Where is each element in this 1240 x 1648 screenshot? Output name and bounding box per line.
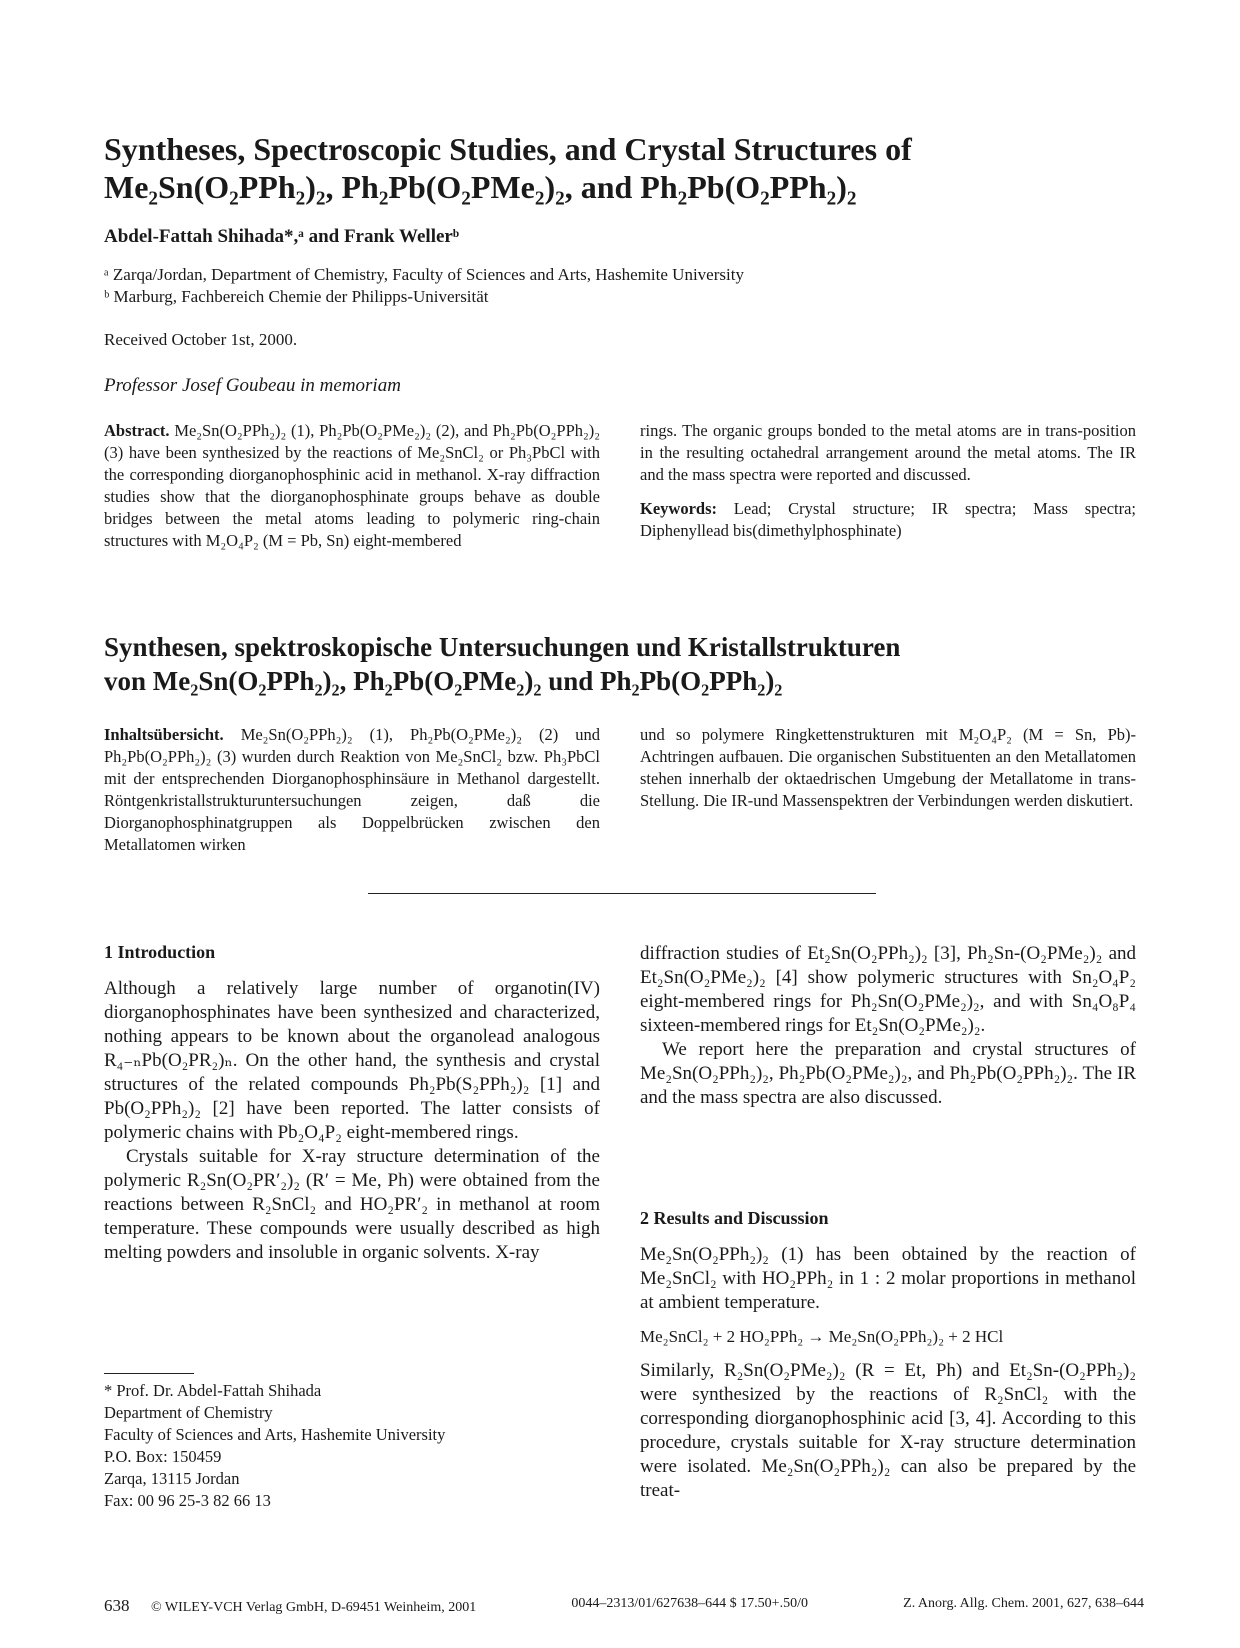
affiliation-b: ᵇ Marburg, Fachbereich Chemie der Philipps-Universität bbox=[104, 287, 489, 306]
inhalt-text-right: und so polymere Ringkettenstrukturen mit M₂O₄P₂ (M = Sn, Pb)-Achtringen aufbauen. Die organischen Substituenten an den Metallatomen stehen innerhalb der oktaedrischen Umgebung der Metallatome in trans-Stellung. Die IR-und Massenspektren der Verbindungen werden diskutiert. bbox=[640, 725, 1136, 810]
footnote-line: Department of Chemistry bbox=[104, 1403, 273, 1422]
footnote-line: Zarqa, 13115 Jordan bbox=[104, 1469, 240, 1488]
keywords-text: Lead; Crystal structure; IR spectra; Mass spectra; Diphenyllead bis(dimethylphosphinate) bbox=[640, 499, 1137, 540]
section2-paragraph-2: Similarly, R₂Sn(O₂PMe₂)₂ (R = Et, Ph) and Et₂Sn-(O₂PPh₂)₂ were synthesized by the reactions of R₂SnCl₂ with the corresponding diorganophosphinic acid [3, 4]. According to this procedure, crystals suitable for X-ray structure determination were isolated. Me₂Sn(O₂PPh₂)₂ can also be prepared by the treat- bbox=[640, 1360, 1136, 1501]
section1-paragraph-2: Crystals suitable for X-ray structure determination of the polymeric R₂Sn(O₂PR′₂)₂ (R′ = Me, Ph) were obtained from the reactions between R₂SnCl₂ and HO₂PR′₂ in methanol at room temperature. These compounds were usually described as high melting powders and insoluble in organic solvents. X-ray bbox=[104, 1146, 600, 1263]
german-title-line2: von Me₂Sn(O₂PPh₂)₂, Ph₂Pb(O₂PMe₂)₂ und Ph₂Pb(O₂PPh₂)₂ bbox=[104, 666, 783, 696]
issn-line: 0044–2313/01/627638–644 $ 17.50+.50/0 bbox=[571, 1596, 808, 1611]
received-date: Received October 1st, 2000. bbox=[104, 330, 298, 349]
section1-paragraph-4: We report here the preparation and crystal structures of Me₂Sn(O₂PPh₂)₂, Ph₂Pb(O₂PMe₂)₂, and Ph₂Pb(O₂PPh₂)₂. The IR and the mass spectra are also discussed. bbox=[640, 1039, 1136, 1108]
reaction-equation: Me₂SnCl₂ + 2 HO₂PPh₂ → Me₂Sn(O₂PPh₂)₂ + 2 HCl bbox=[640, 1327, 1004, 1346]
section1-body-left bbox=[104, 977, 600, 1265]
page-footer bbox=[104, 1596, 1144, 1616]
publisher-line: © WILEY-VCH Verlag GmbH, D-69451 Weinheim, 2001 bbox=[151, 1600, 477, 1615]
section1-right bbox=[640, 942, 1136, 1110]
affiliation-a: ᵃ Zarqa/Jordan, Department of Chemistry, Faculty of Sciences and Arts, Hashemite University bbox=[104, 265, 744, 284]
inhalt-label: Inhaltsübersicht. bbox=[104, 725, 224, 744]
inhalt-right bbox=[640, 724, 1136, 812]
footnote-line: Fax: 00 96 25-3 82 66 13 bbox=[104, 1491, 271, 1510]
page-number: 638 bbox=[104, 1596, 130, 1615]
abstract-text-right: rings. The organic groups bonded to the metal atoms are in trans-position in the resulting octahedral arrangement around the metal atoms. The IR and the mass spectra were reported and discussed. bbox=[640, 421, 1136, 484]
footnote-rule bbox=[104, 1373, 194, 1374]
separator-rule bbox=[368, 893, 876, 894]
corresponding-author-footnote bbox=[104, 1380, 445, 1512]
german-title-line1: Synthesen, spektroskopische Untersuchungen und Kristallstrukturen bbox=[104, 632, 901, 662]
german-title bbox=[104, 630, 1144, 698]
abstract-left bbox=[104, 420, 600, 552]
section2 bbox=[640, 1208, 1136, 1503]
footnote-line: P.O. Box: 150459 bbox=[104, 1447, 222, 1466]
footnote-line: Faculty of Sciences and Arts, Hashemite University bbox=[104, 1425, 446, 1444]
dedication: Professor Josef Goubeau in memoriam bbox=[104, 375, 401, 396]
section1-paragraph-1: Although a relatively large number of organotin(IV) diorganophosphinates have been synthesized and characterized, nothing appears to be known about the organolead analogous R₄₋ₙPb(O₂PR₂)ₙ. On the other hand, the synthesis and crystal structures of the related compounds Ph₂Pb(S₂PPh₂)₂ [1] and Pb(O₂PPh₂)₂ [2] have been reported. The latter consists of polymeric chains with Pb₂O₄P₂ eight-membered rings. bbox=[104, 978, 600, 1143]
section2-heading: 2 Results and Discussion bbox=[640, 1208, 829, 1228]
keywords-label: Keywords: bbox=[640, 499, 717, 518]
section1-heading: 1 Introduction bbox=[104, 942, 216, 962]
author-line: Abdel-Fattah Shihada*,ᵃ and Frank Wellerᵇ bbox=[104, 226, 459, 247]
paper-title: Syntheses, Spectroscopic Studies, and Crystal Structures of Me₂Sn(O₂PPh₂)₂, Ph₂Pb(O₂PMe₂)₂, and Ph₂Pb(O₂PPh₂)₂ bbox=[104, 131, 912, 205]
inhalt-left bbox=[104, 724, 600, 856]
section2-paragraph-1: Me₂Sn(O₂PPh₂)₂ (1) has been obtained by the reaction of Me₂SnCl₂ with HO₂PPh₂ in 1 : 2 molar proportions in methanol at ambient temperature. bbox=[640, 1244, 1136, 1313]
inhalt-text-left: Me₂Sn(O₂PPh₂)₂ (1), Ph₂Pb(O₂PMe₂)₂ (2) und Ph₂Pb(O₂PPh₂)₂ (3) wurden durch Reaktion von Me₂SnCl₂ bzw. Ph₃PbCl mit der entsprechenden Diorganophosphinsäure in Methanol dargestellt. Röntgenkristallstrukturuntersuchungen zeigen, daß die Diorganophosphinatgruppen als Doppelbrücken zwischen den Metallatomen wirken bbox=[104, 725, 601, 854]
keywords bbox=[640, 498, 1136, 542]
journal-citation: Z. Anorg. Allg. Chem. 2001, 627, 638–644 bbox=[903, 1596, 1144, 1611]
abstract-right bbox=[640, 420, 1136, 542]
footnote-line: * Prof. Dr. Abdel-Fattah Shihada bbox=[104, 1381, 322, 1400]
abstract-label: Abstract. bbox=[104, 421, 170, 440]
section1-left bbox=[104, 942, 600, 1265]
affiliations bbox=[104, 264, 744, 308]
section1-paragraph-3: diffraction studies of Et₂Sn(O₂PPh₂)₂ [3], Ph₂Sn-(O₂PMe₂)₂ and Et₂Sn(O₂PMe₂)₂ [4] show polymeric structures with Sn₂O₄P₂ eight-membered rings for Ph₂Sn(O₂PMe₂)₂, and with Sn₄O₈P₄ sixteen-membered rings for Et₂Sn(O₂PMe₂)₂. bbox=[640, 943, 1136, 1036]
abstract-text-left: Me₂Sn(O₂PPh₂)₂ (1), Ph₂Pb(O₂PMe₂)₂ (2), and Ph₂Pb(O₂PPh₂)₂ (3) have been synthesized by the reactions of Me₂SnCl₂ or Ph₃PbCl with the corresponding diorganophosphinic acid in methanol. X-ray diffraction studies show that the diorganophosphinate groups behave as double bridges between the metal atoms leading to polymeric ring-chain structures with M₂O₄P₂ (M = Pb, Sn) eight-membered bbox=[104, 421, 600, 550]
